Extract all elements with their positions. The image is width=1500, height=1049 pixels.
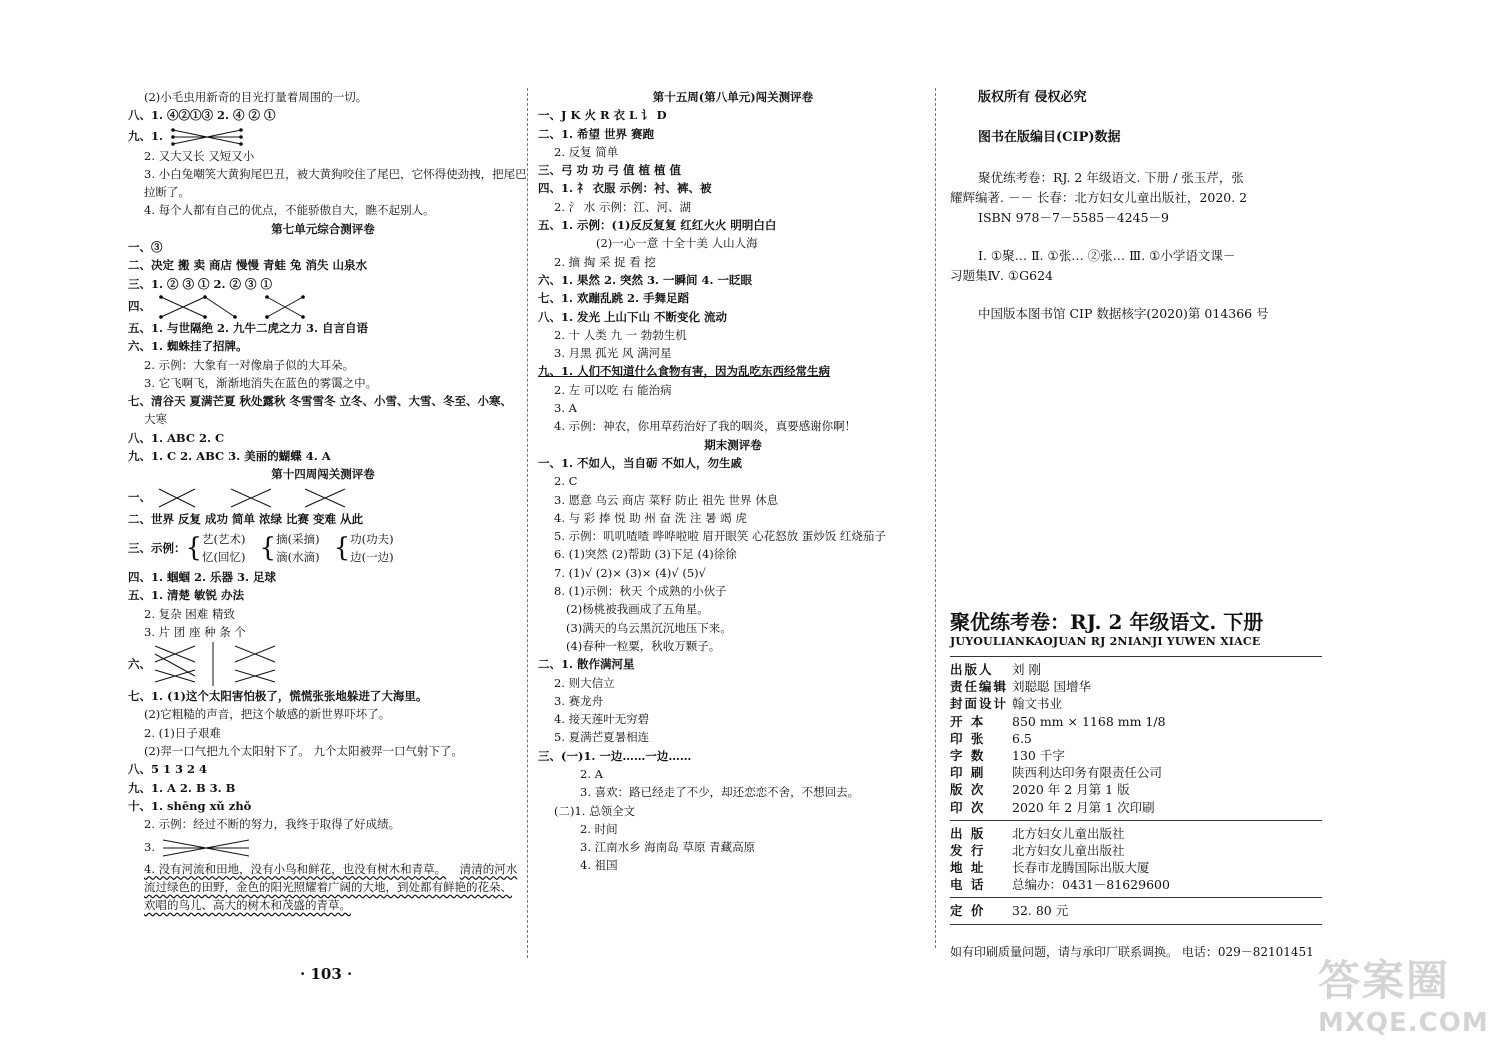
answer-label: 四、 bbox=[128, 298, 151, 313]
info-key: 定 价 bbox=[950, 903, 986, 919]
answer-line: 7. (1)√ (2)× (3)× (4)√ (5)√ bbox=[554, 565, 706, 580]
info-key: 发 行 bbox=[950, 842, 986, 858]
answer-line-braces bbox=[128, 528, 518, 568]
info-row bbox=[950, 678, 1322, 695]
price-row bbox=[950, 902, 1322, 919]
info-key: 出 版 bbox=[950, 825, 986, 841]
divider-line bbox=[950, 820, 1322, 821]
answer-line: 2. 左 可以吃 右 能治病 bbox=[554, 382, 672, 397]
info-row bbox=[950, 842, 1322, 859]
answer-line: 2. 示例：大象有一对像扇子似的大耳朵。 bbox=[144, 357, 355, 372]
cip-line: 习题集Ⅳ. ①G624 bbox=[950, 268, 1053, 283]
answer-column-1 bbox=[128, 88, 527, 914]
answer-line: 二、1. 希望 世界 赛跑 bbox=[538, 126, 655, 141]
answer-line: 2. A bbox=[580, 766, 603, 781]
info-row bbox=[950, 764, 1322, 781]
answer-line: 九、1. A 2. B 3. B bbox=[128, 780, 236, 795]
answer-line: 四、1. 礻 衣服 示例：衬、裤、被 bbox=[538, 181, 712, 196]
answer-line: 4. 示例：神农，你用草药治好了我的咽炎，真要感谢你啊！ bbox=[554, 419, 857, 434]
answer-column-2 bbox=[538, 88, 928, 875]
answer-label: 六、 bbox=[128, 656, 151, 671]
print-quality-notice: 如有印刷质量问题，请与承印厂联系调换。 电话：029－82101451 bbox=[950, 944, 1314, 959]
answer-line: (3)满天的乌云黑沉沉地压下来。 bbox=[566, 620, 732, 635]
answer-line: 3. 愿意 乌云 商店 菜籽 防止 祖先 世界 休息 bbox=[554, 492, 779, 507]
info-value: 翰文书业 bbox=[1012, 696, 1063, 712]
column-divider bbox=[527, 88, 528, 958]
answer-line-matching bbox=[128, 484, 518, 510]
info-key: 版 次 bbox=[950, 782, 986, 798]
info-row bbox=[950, 876, 1322, 893]
answer-line: 2. 则大信立 bbox=[554, 675, 615, 690]
answer-line: 三、(一)1. 一边……一边…… bbox=[538, 748, 692, 763]
answer-line: 一、J K 火 R 衣 L 讠 D bbox=[538, 108, 667, 123]
brace-item: 滴(水滴) bbox=[276, 549, 320, 564]
info-value: 32. 80 元 bbox=[1012, 903, 1069, 919]
info-value: 850 mm × 1168 mm 1/8 bbox=[1012, 713, 1166, 729]
answer-line: 八、1. 发光 上山下山 不断变化 流动 bbox=[538, 309, 728, 324]
answer-line: (2)一心一意 十全十美 人山人海 bbox=[596, 236, 758, 251]
info-value: 北方妇女儿童出版社 bbox=[1012, 842, 1125, 858]
answer-line: 九、1. 人们不知道什么食物有害，因为乱吃东西经常生病 bbox=[538, 364, 831, 379]
matching-lines-figure bbox=[151, 642, 291, 686]
matching-lines-figure bbox=[155, 294, 355, 320]
answer-line: 3. 小白兔嘲笑大黄狗尾巴丑，被大黄狗咬住了尾巴，它怀得使劲拽，把尾巴 bbox=[144, 166, 527, 181]
answer-line: 2. 又大又长 又短又小 bbox=[144, 148, 255, 163]
answer-line: 3. 片 团 座 种 条 个 bbox=[144, 624, 246, 639]
cip-line: 聚优练考卷：RJ. 2 年级语文. 下册 / 张玉芹，张 bbox=[978, 170, 1244, 185]
book-title-pinyin: JUYOULIANKAOJUAN RJ 2NIANJI YUWEN XIACE bbox=[950, 635, 1261, 648]
answer-line: 5. 示例：叽叽喳喳 哗哗啦啦 眉开眼笑 心花怒放 蛋炒饭 红烧茄子 bbox=[554, 529, 886, 544]
info-key: 责任编辑 bbox=[950, 679, 1009, 695]
section-title: 第十四周闯关测评卷 bbox=[271, 467, 375, 482]
underlined-text: 清清的河水 bbox=[459, 861, 518, 876]
info-value: 陕西利达印务有限责任公司 bbox=[1012, 765, 1163, 781]
cip-line: 中国版本图书馆 CIP 数据核字(2020)第 014366 号 bbox=[978, 306, 1269, 321]
answer-line: 4. 祖国 bbox=[580, 858, 618, 873]
answer-line: 2. 十 人类 九 一 勃勃生机 bbox=[554, 327, 687, 342]
info-key: 开 本 bbox=[950, 713, 986, 729]
column-divider bbox=[935, 88, 936, 948]
brace-group bbox=[202, 530, 245, 566]
answer-line: 2. C bbox=[554, 474, 578, 489]
answer-line: 3. 赛龙舟 bbox=[554, 693, 604, 708]
answer-line: 三、弓 功 功 弓 值 植 植 值 bbox=[538, 163, 682, 178]
info-key: 印 次 bbox=[950, 799, 986, 815]
cip-line: 耀辉编著. －－ 长春：北方妇女儿童出版社，2020. 2 bbox=[950, 190, 1248, 205]
cip-title: 图书在版编目(CIP)数据 bbox=[978, 130, 1121, 145]
answer-label: 一、 bbox=[128, 489, 151, 504]
info-row bbox=[950, 730, 1322, 747]
answer-line: (2)杨桃被我画成了五角星。 bbox=[566, 602, 709, 617]
answer-line: (2)羿一口气把九个太阳射下了。 九个太阳被羿一口气射下了。 bbox=[144, 744, 463, 759]
info-value: 长春市龙腾国际出版大厦 bbox=[1012, 860, 1150, 876]
answer-line: 拉断了。 bbox=[144, 185, 190, 200]
answer-line: 2. (1)日子艰难 bbox=[144, 725, 221, 740]
answer-line: 3. 月黑 孤光 风 满河星 bbox=[554, 346, 672, 361]
info-key: 出版人 bbox=[950, 662, 994, 677]
info-key: 封面设计 bbox=[950, 696, 1009, 712]
answer-line: 十、1. shēng xǔ zhǒ bbox=[128, 798, 252, 813]
info-row bbox=[950, 859, 1322, 876]
answer-line: 八、1. ABC 2. C bbox=[128, 430, 225, 445]
answer-line: 4. 与 彩 捧 悦 助 州 奋 洗 注 暑 竭 虎 bbox=[554, 510, 747, 525]
answer-line: 流过绿色的田野，金色的阳光照耀着广阔的大地，到处都有鲜艳的花朵、 bbox=[144, 879, 512, 894]
answer-line: 大寒 bbox=[144, 412, 167, 427]
answer-line: 2. 摘 掏 采 捉 看 挖 bbox=[554, 254, 656, 269]
book-title: 聚优练考卷：RJ. 2 年级语文. 下册 bbox=[950, 610, 1264, 634]
answer-line: 一、1. 不如人，当自砺 不如人，勿生戚 bbox=[538, 455, 743, 470]
answer-line: 4. 接天莲叶无穷碧 bbox=[554, 712, 650, 727]
info-row bbox=[950, 661, 1322, 678]
info-value: 6.5 bbox=[1012, 730, 1032, 746]
info-row bbox=[950, 747, 1322, 764]
answer-line: 3. A bbox=[554, 401, 577, 416]
brace-item: 功(功夫) bbox=[350, 531, 394, 546]
answer-line: 2. 复杂 困难 精致 bbox=[144, 606, 235, 621]
section-title: 第十五周(第八单元)闯关测评卷 bbox=[652, 90, 814, 104]
answer-line-matching bbox=[128, 293, 518, 319]
matching-lines-figure bbox=[159, 836, 259, 860]
answer-line: 5. 夏满芒夏暑相连 bbox=[554, 730, 650, 745]
answer-label: 3. bbox=[144, 839, 155, 854]
answer-line: 2. 示例：经过不断的努力，我终于取得了好成绩。 bbox=[144, 817, 401, 832]
cip-line: Ⅰ. ①聚… Ⅱ. ①张… ②张… Ⅲ. ①小学语文课－ bbox=[978, 248, 1236, 263]
underlined-text: 4. 没有河流和田地，没有小鸟和鲜花，也没有树木和青草。 bbox=[144, 861, 447, 876]
info-value: 2020 年 2 月第 1 次印刷 bbox=[1012, 799, 1155, 815]
answer-line: 八、5 1 3 2 4 bbox=[128, 762, 208, 777]
answer-line: 二、决定 搬 卖 商店 慢慢 青蛙 兔 消失 山泉水 bbox=[128, 258, 368, 273]
info-key: 印 张 bbox=[950, 730, 986, 746]
answer-line: 三、1. ② ③ ① 2. ② ③ ① bbox=[128, 276, 273, 291]
info-row bbox=[950, 781, 1322, 798]
answer-line: (2)它粗糙的声音，把这个敏感的新世界吓坏了。 bbox=[144, 707, 391, 722]
brace-item: 忆(回忆) bbox=[202, 549, 246, 564]
info-value: 130 千字 bbox=[1012, 747, 1065, 763]
brace-item: 艺(艺术) bbox=[202, 531, 246, 546]
divider-line bbox=[950, 656, 1322, 657]
section-title: 期末测评卷 bbox=[704, 437, 762, 452]
answer-line-matching bbox=[128, 834, 518, 860]
watermark-url: MXQE.COM bbox=[1318, 1008, 1489, 1038]
copyright-column bbox=[950, 88, 1322, 960]
answer-line: 4. 每个人都有自己的优点，不能骄傲自大，瞧不起别人。 bbox=[144, 203, 435, 218]
answer-line: 3. 江南水乡 海南岛 草原 青藏高原 bbox=[580, 840, 756, 855]
answer-line: 七、清谷天 夏满芒夏 秋处露秋 冬雪雪冬 立冬、小雪、大雪、冬至、小寒、 bbox=[128, 394, 513, 409]
info-row bbox=[950, 713, 1322, 730]
answer-line-matching bbox=[128, 125, 518, 147]
brace-glyph: { bbox=[259, 532, 277, 563]
answer-line: 五、1. 与世隔绝 2. 九牛二虎之力 3. 自言自语 bbox=[128, 320, 369, 335]
info-row bbox=[950, 799, 1322, 816]
watermark-text: 答案圈 bbox=[1318, 956, 1451, 1005]
section-title: 第七单元综合测评卷 bbox=[271, 221, 375, 236]
answer-line: 五、1. 清楚 敏锐 办法 bbox=[128, 588, 245, 603]
info-value: 2020 年 2 月第 1 版 bbox=[1012, 782, 1130, 798]
info-row bbox=[950, 825, 1322, 842]
matching-lines-figure bbox=[167, 127, 247, 147]
answer-line: 七、1. (1)这个太阳害怕极了，慌慌张张地躲进了大海里。 bbox=[128, 689, 428, 704]
page-number: · 103 · bbox=[300, 965, 353, 983]
brace-group bbox=[276, 530, 319, 566]
info-value: 北方妇女儿童出版社 bbox=[1012, 825, 1125, 841]
answer-line: 2. 氵 水 示例：江、河、湖 bbox=[554, 199, 691, 214]
brace-glyph: { bbox=[185, 532, 203, 563]
answer-line: 3. 喜欢：路已经走了不少，却还恋恋不舍，不想回去。 bbox=[580, 785, 860, 800]
answer-line: 3. 它飞啊飞，渐渐地消失在蓝色的雾霭之中。 bbox=[144, 375, 378, 390]
answer-line: 2. 时间 bbox=[580, 821, 618, 836]
answer-line: 七、1. 欢蹦乱跳 2. 手舞足蹈 bbox=[538, 291, 690, 306]
answer-line: (二)1. 总领全文 bbox=[554, 803, 636, 818]
publication-info-block-2 bbox=[950, 825, 1322, 894]
answer-line: 欢唱的鸟儿、高大的树木和茂盛的青草。 bbox=[144, 898, 351, 913]
answer-line: 二、世界 反复 成功 简单 浓绿 比赛 变难 从此 bbox=[128, 511, 364, 526]
publication-info-block-1 bbox=[950, 661, 1322, 816]
info-row bbox=[950, 695, 1322, 712]
answer-label: 九、1. bbox=[128, 128, 164, 143]
cip-line: ISBN 978－7－5585－4245－9 bbox=[978, 210, 1169, 225]
brace-item: 摘(采摘) bbox=[276, 531, 320, 546]
divider-line bbox=[950, 924, 1322, 925]
answer-line: 六、1. 蜘蛛挂了招牌。 bbox=[128, 339, 248, 354]
answer-label: 三、示例： bbox=[128, 540, 186, 555]
answer-line: 6. (1)突然 (2)帮助 (3)下足 (4)徐徐 bbox=[554, 547, 737, 562]
info-value: 刘 刚 bbox=[1012, 662, 1041, 677]
brace-group bbox=[350, 530, 393, 566]
answer-line: 二、1. 散作满河星 bbox=[538, 657, 635, 672]
answer-line-matching bbox=[128, 641, 518, 687]
answer-line: 2. 反复 简单 bbox=[554, 144, 619, 159]
watermark-logo bbox=[1318, 948, 1490, 1040]
rights-notice: 版权所有 侵权必究 bbox=[978, 90, 1087, 105]
answer-line: 五、1. 示例：(1)反反复复 红红火火 明明白白 bbox=[538, 218, 777, 233]
answer-line: (4)春种一粒粟，秋收万颗子。 bbox=[566, 638, 721, 653]
info-value: 刘聪聪 国增华 bbox=[1012, 679, 1091, 695]
info-key: 字 数 bbox=[950, 747, 986, 763]
answer-line bbox=[128, 860, 518, 878]
brace-glyph: { bbox=[333, 532, 351, 563]
answer-line: 一、③ bbox=[128, 240, 163, 255]
answer-line: 四、1. 蝈蝈 2. 乐器 3. 足球 bbox=[128, 569, 277, 584]
info-key: 地 址 bbox=[950, 860, 986, 876]
info-value: 总编办：0431－81629600 bbox=[1012, 877, 1170, 893]
answer-line: 八、1. ④②①③ 2. ④ ② ① bbox=[128, 108, 276, 123]
brace-item: 边(一边) bbox=[350, 549, 394, 564]
answer-line: 九、1. C 2. ABC 3. 美丽的蝴蝶 4. A bbox=[128, 449, 331, 464]
answer-line: 六、1. 果然 2. 突然 3. 一瞬间 4. 一眨眼 bbox=[538, 272, 753, 287]
info-key: 电 话 bbox=[950, 877, 986, 893]
divider-line bbox=[950, 897, 1322, 898]
answer-line: 8. (1)示例：秋天 个成熟的小伙子 bbox=[554, 584, 727, 599]
answer-line: (2)小毛虫用新奇的目光打量着周围的一切。 bbox=[144, 90, 368, 104]
matching-lines-figure bbox=[155, 485, 365, 511]
info-key: 印 刷 bbox=[950, 765, 986, 781]
